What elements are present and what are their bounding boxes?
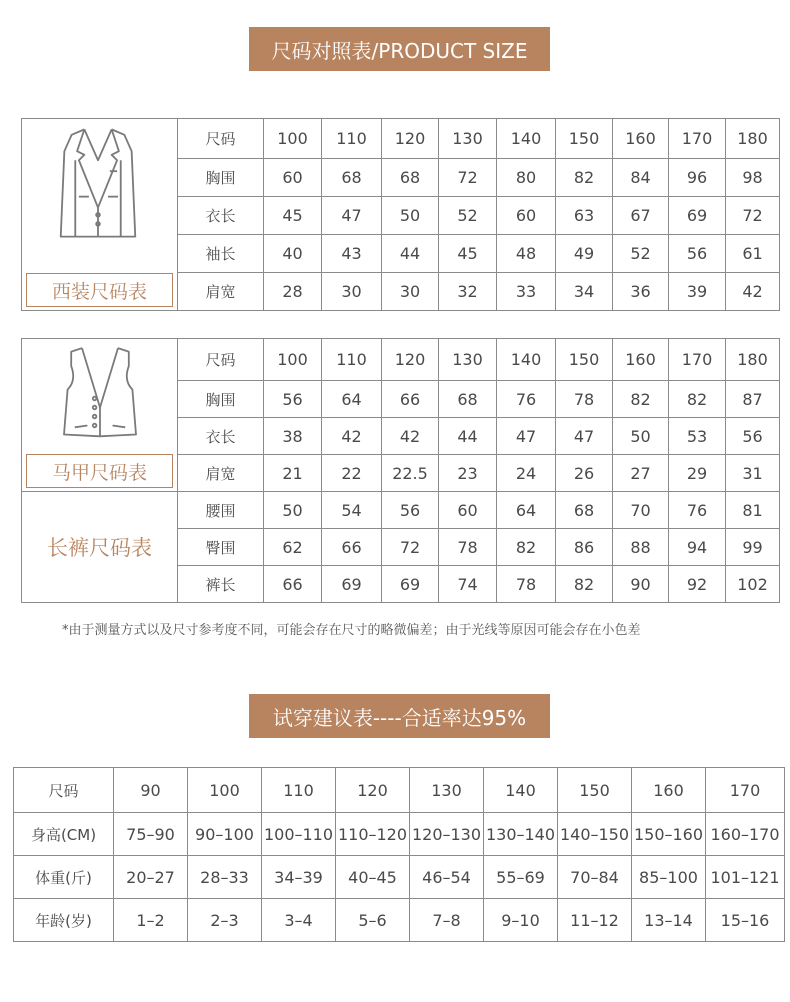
table-cell: 27: [613, 455, 669, 492]
table-cell: 86: [556, 529, 613, 566]
table-cell: 2–3: [188, 899, 262, 942]
table-cell: 33: [497, 273, 556, 311]
row-label: 胸围: [178, 159, 264, 197]
table-cell: 62: [264, 529, 322, 566]
table-cell: 40–45: [336, 856, 410, 899]
table-cell: 56: [382, 492, 439, 529]
table-cell: 170: [669, 119, 726, 159]
table-cell: 130: [439, 119, 497, 159]
table-cell: 47: [556, 418, 613, 455]
table-cell: 100: [188, 768, 262, 813]
table-cell: 1–2: [114, 899, 188, 942]
table-cell: 90: [114, 768, 188, 813]
table-cell: 82: [497, 529, 556, 566]
table-cell: 78: [439, 529, 497, 566]
table-cell: 67: [613, 197, 669, 235]
table-cell: 20–27: [114, 856, 188, 899]
row-label: 裤长: [178, 566, 264, 603]
table-cell: 96: [669, 159, 726, 197]
table-cell: 24: [497, 455, 556, 492]
row-label: 臀围: [178, 529, 264, 566]
table-cell: 88: [613, 529, 669, 566]
table-cell: 60: [439, 492, 497, 529]
vest-pants-size-table: [21, 338, 780, 603]
table-cell: 69: [322, 566, 382, 603]
row-label: 尺码: [178, 339, 264, 381]
table-cell: 84: [613, 159, 669, 197]
table-cell: 90–100: [188, 813, 262, 856]
table-cell: 180: [726, 339, 780, 381]
table-cell: 34: [556, 273, 613, 311]
table-cell: 50: [264, 492, 322, 529]
table-cell: 42: [322, 418, 382, 455]
table-cell: 36: [613, 273, 669, 311]
table-cell: 130: [410, 768, 484, 813]
table-row: [22, 492, 780, 529]
table-cell: 42: [382, 418, 439, 455]
table-cell: 99: [726, 529, 780, 566]
vest-icon: [55, 343, 145, 445]
table-cell: 160: [632, 768, 706, 813]
table-cell: 13–14: [632, 899, 706, 942]
row-label: 袖长: [178, 235, 264, 273]
table-cell: 100: [264, 119, 322, 159]
table-cell: 56: [726, 418, 780, 455]
table-cell: 68: [439, 381, 497, 418]
table-cell: 7–8: [410, 899, 484, 942]
table-cell: 90: [613, 566, 669, 603]
table-row: [22, 119, 780, 159]
table-cell: 140–150: [558, 813, 632, 856]
table-cell: 120: [336, 768, 410, 813]
row-label: 尺码: [178, 119, 264, 159]
table-row: [14, 856, 785, 899]
table-cell: 42: [726, 273, 780, 311]
table-cell: 56: [264, 381, 322, 418]
table-cell: 74: [439, 566, 497, 603]
table-cell: 44: [439, 418, 497, 455]
table-cell: 52: [439, 197, 497, 235]
table-row: [14, 813, 785, 856]
table-cell: 38: [264, 418, 322, 455]
table-cell: 170: [706, 768, 785, 813]
suit-size-table: [21, 118, 780, 311]
table-cell: 40: [264, 235, 322, 273]
row-label: 肩宽: [178, 273, 264, 311]
table-cell: 69: [382, 566, 439, 603]
row-label: 胸围: [178, 381, 264, 418]
table-cell: 82: [556, 566, 613, 603]
table-cell: 140: [484, 768, 558, 813]
row-label: 衣长: [178, 197, 264, 235]
table-cell: 47: [497, 418, 556, 455]
table-cell: 150: [556, 119, 613, 159]
table-cell: 28–33: [188, 856, 262, 899]
table-cell: 85–100: [632, 856, 706, 899]
table-cell: 68: [382, 159, 439, 197]
table-cell: 69: [669, 197, 726, 235]
table-cell: 110: [322, 119, 382, 159]
table-cell: 63: [556, 197, 613, 235]
table-cell: 75–90: [114, 813, 188, 856]
table-cell: 110: [262, 768, 336, 813]
table-cell: 43: [322, 235, 382, 273]
table-cell: 150: [556, 339, 613, 381]
table-cell: 56: [669, 235, 726, 273]
table-cell: 9–10: [484, 899, 558, 942]
row-label: 腰围: [178, 492, 264, 529]
table-cell: 50: [613, 418, 669, 455]
pants-chart-label: 长裤尺码表: [47, 536, 152, 560]
row-label: 身高(CM): [14, 813, 114, 856]
table-cell: 130–140: [484, 813, 558, 856]
table-cell: 26: [556, 455, 613, 492]
table-cell: 170: [669, 339, 726, 381]
table-cell: 30: [382, 273, 439, 311]
table-row: [14, 899, 785, 942]
table-cell: 72: [382, 529, 439, 566]
table-cell: 82: [613, 381, 669, 418]
table-cell: 28: [264, 273, 322, 311]
table-cell: 76: [669, 492, 726, 529]
table-cell: 110–120: [336, 813, 410, 856]
table-cell: 81: [726, 492, 780, 529]
row-label: 尺码: [14, 768, 114, 813]
table-cell: 39: [669, 273, 726, 311]
table-cell: 46–54: [410, 856, 484, 899]
size-chart-title-text: 尺码对照表/PRODUCT SIZE: [271, 38, 528, 63]
table-cell: 78: [497, 566, 556, 603]
table-cell: 68: [322, 159, 382, 197]
table-cell: 101–121: [706, 856, 785, 899]
table-cell: 15–16: [706, 899, 785, 942]
row-label: 肩宽: [178, 455, 264, 492]
table-cell: 120: [382, 339, 439, 381]
table-row: [22, 339, 780, 381]
table-cell: 130: [439, 339, 497, 381]
table-cell: 64: [322, 381, 382, 418]
pants-label-cell: [22, 492, 178, 603]
table-cell: 150–160: [632, 813, 706, 856]
table-cell: 55–69: [484, 856, 558, 899]
table-cell: 61: [726, 235, 780, 273]
table-cell: 66: [322, 529, 382, 566]
table-cell: 32: [439, 273, 497, 311]
row-label: 年龄(岁): [14, 899, 114, 942]
table-cell: 34–39: [262, 856, 336, 899]
table-cell: 45: [439, 235, 497, 273]
table-cell: 50: [382, 197, 439, 235]
table-cell: 80: [497, 159, 556, 197]
table-cell: 53: [669, 418, 726, 455]
suit-jacket-icon: [48, 123, 148, 243]
table-cell: 22.5: [382, 455, 439, 492]
table-cell: 76: [497, 381, 556, 418]
table-cell: 54: [322, 492, 382, 529]
table-cell: 66: [264, 566, 322, 603]
fit-suggestion-title-text: 试穿建议表----合适率达95%: [272, 705, 527, 730]
table-cell: 60: [497, 197, 556, 235]
table-cell: 68: [556, 492, 613, 529]
table-cell: 3–4: [262, 899, 336, 942]
table-cell: 70: [613, 492, 669, 529]
vest-picture-cell: [22, 339, 178, 492]
table-cell: 70–84: [558, 856, 632, 899]
table-row: [14, 768, 785, 813]
table-cell: 150: [558, 768, 632, 813]
table-cell: 11–12: [558, 899, 632, 942]
table-cell: 160: [613, 119, 669, 159]
table-cell: 140: [497, 339, 556, 381]
table-cell: 94: [669, 529, 726, 566]
table-cell: 140: [497, 119, 556, 159]
table-cell: 120: [382, 119, 439, 159]
table-cell: 92: [669, 566, 726, 603]
vest-chart-label: 马甲尺码表: [26, 454, 173, 488]
table-cell: 100: [264, 339, 322, 381]
table-cell: 52: [613, 235, 669, 273]
table-cell: 66: [382, 381, 439, 418]
fit-suggestion-table: [13, 767, 785, 942]
table-cell: 29: [669, 455, 726, 492]
table-cell: 102: [726, 566, 780, 603]
table-cell: 31: [726, 455, 780, 492]
table-cell: 5–6: [336, 899, 410, 942]
table-cell: 82: [669, 381, 726, 418]
row-label: 衣长: [178, 418, 264, 455]
table-cell: 110: [322, 339, 382, 381]
table-cell: 47: [322, 197, 382, 235]
table-cell: 160: [613, 339, 669, 381]
table-cell: 78: [556, 381, 613, 418]
table-cell: 22: [322, 455, 382, 492]
table-cell: 120–130: [410, 813, 484, 856]
table-cell: 64: [497, 492, 556, 529]
table-cell: 49: [556, 235, 613, 273]
row-label: 体重(斤): [14, 856, 114, 899]
table-cell: 98: [726, 159, 780, 197]
table-cell: 180: [726, 119, 780, 159]
suit-chart-label: 西装尺码表: [26, 273, 173, 307]
table-cell: 100–110: [262, 813, 336, 856]
fit-suggestion-title: [249, 694, 550, 738]
table-cell: 72: [726, 197, 780, 235]
table-cell: 60: [264, 159, 322, 197]
table-cell: 160–170: [706, 813, 785, 856]
size-chart-title: [249, 27, 550, 71]
table-cell: 72: [439, 159, 497, 197]
table-cell: 87: [726, 381, 780, 418]
table-cell: 44: [382, 235, 439, 273]
table-cell: 23: [439, 455, 497, 492]
table-cell: 45: [264, 197, 322, 235]
table-cell: 30: [322, 273, 382, 311]
table-cell: 82: [556, 159, 613, 197]
measurement-note: *由于测量方式以及尺寸参考度不同，可能会存在尺寸的略微偏差；由于光线等原因可能会存在小色差: [62, 623, 641, 638]
table-cell: 21: [264, 455, 322, 492]
suit-picture-cell: [22, 119, 178, 311]
table-cell: 48: [497, 235, 556, 273]
